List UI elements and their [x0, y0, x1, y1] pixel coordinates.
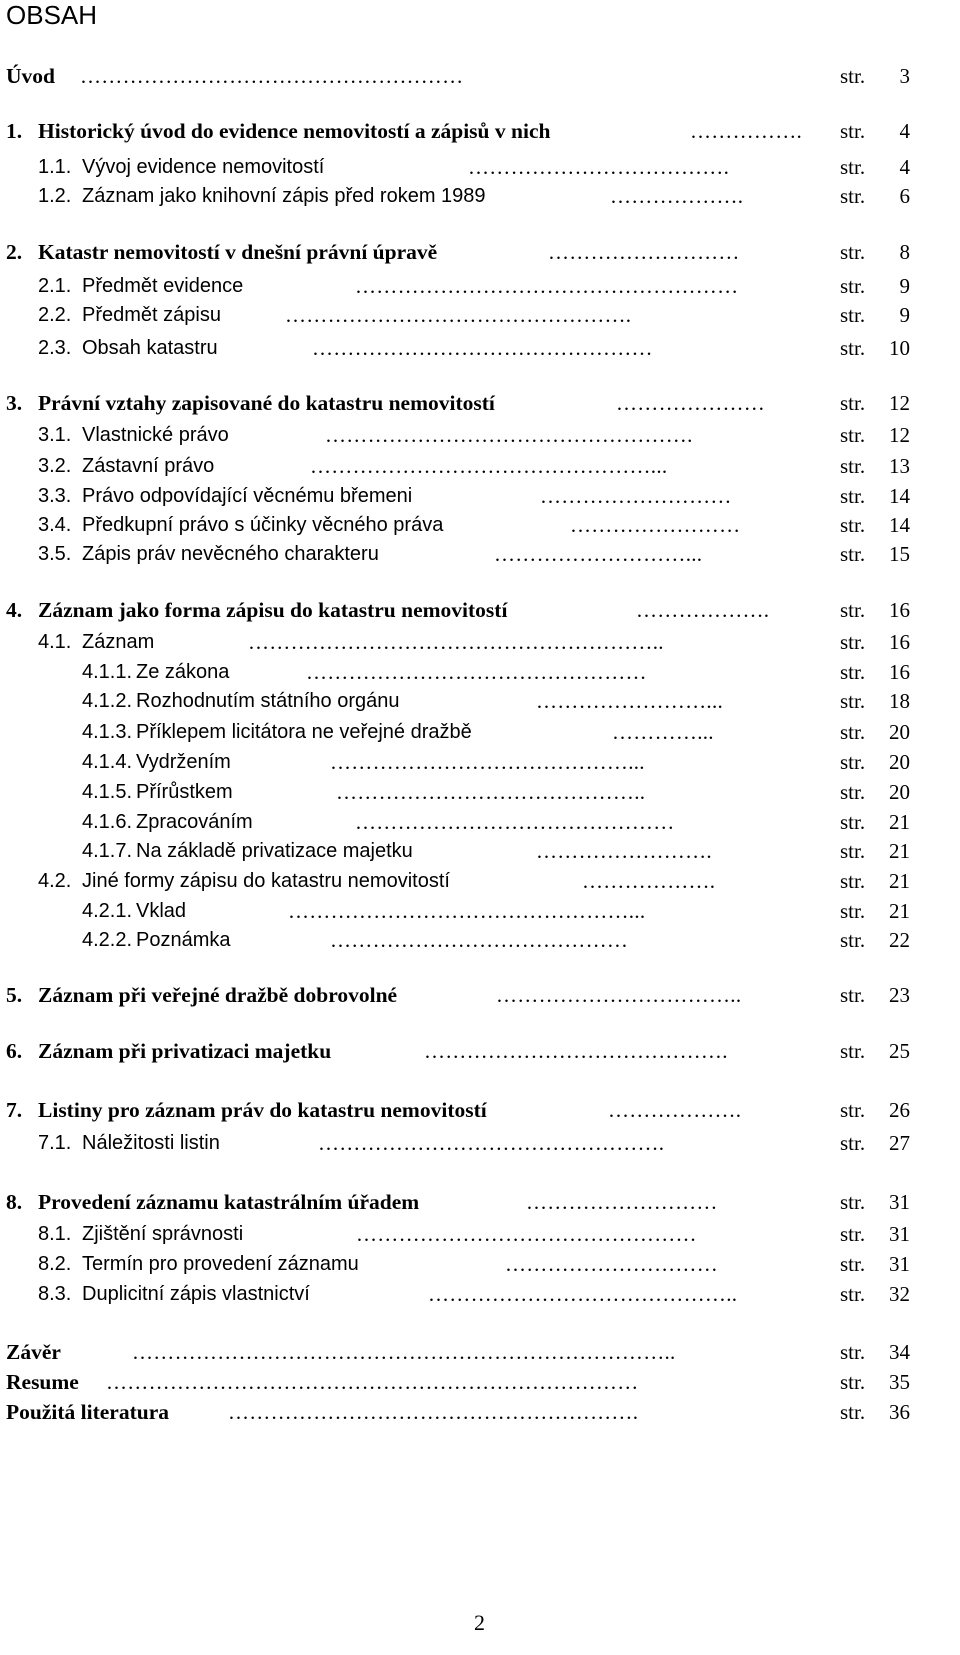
toc-entry: [0, 897, 960, 925]
toc-entry-page-label: str.: [840, 274, 866, 298]
toc-entry-title: Příklepem licitátora ne veřejné dražbě: [136, 721, 472, 743]
toc-entry: [0, 687, 960, 715]
toc-entry-page-number: 6: [899, 184, 910, 208]
toc-entry-title: Poznámka: [136, 929, 231, 951]
toc-entry: [0, 1250, 960, 1278]
toc-entry-title: Použitá literatura: [6, 1400, 169, 1424]
toc-entry-number: 3.5.: [38, 543, 72, 565]
toc-entry: [0, 117, 960, 145]
toc-entry-page-label: str.: [840, 1400, 866, 1424]
toc-entry-leader: …………………………………………...: [288, 899, 646, 923]
toc-entry-number: 1.: [6, 119, 23, 143]
toc-entry-number: 7.: [6, 1098, 23, 1122]
toc-entry-page-label: str.: [840, 810, 866, 834]
toc-entry-page-label: str.: [840, 1252, 866, 1276]
toc-entry-leader: …………………………………………….: [325, 423, 693, 447]
toc-entry-title: Ze zákona: [136, 661, 230, 683]
toc-entry: [0, 748, 960, 776]
toc-entry-page-label: str.: [840, 1190, 866, 1214]
toc-entry-number: 1.2.: [38, 185, 72, 207]
toc-entry-page-label: str.: [840, 983, 866, 1007]
toc-entry-number: 3.2.: [38, 455, 72, 477]
toc-entry-page-number: 34: [889, 1340, 910, 1364]
toc-entry-leader: ……………………………..: [496, 983, 742, 1007]
toc-entry-leader: …………………………………………: [312, 336, 653, 360]
toc-entry-number: 4.1.2.: [82, 690, 133, 712]
toc-entry-leader: ………………………………………………: [80, 64, 464, 88]
toc-entry-leader: ………………………………………….: [285, 303, 632, 327]
toc-entry-number: 3.1.: [38, 424, 72, 446]
toc-entry-title: Zpracováním: [136, 811, 253, 833]
toc-entry: [0, 1368, 960, 1396]
toc-entry-page-number: 21: [889, 810, 910, 834]
toc-entry-title: Zápis práv nevěcného charakteru: [82, 543, 379, 565]
toc-entry-leader: …………………………: [505, 1252, 718, 1276]
toc-entry-page-label: str.: [840, 1282, 866, 1306]
toc-entry-title: Zástavní právo: [82, 455, 215, 477]
toc-entry: [0, 389, 960, 417]
toc-entry-title: Závěr: [6, 1340, 61, 1364]
toc-entry-page-label: str.: [840, 1098, 866, 1122]
toc-entry-title: Termín pro provedení záznamu: [82, 1253, 359, 1275]
toc-entry-title: Vydržením: [136, 751, 231, 773]
toc-entry: [0, 1037, 960, 1065]
toc-entry-page-number: 31: [889, 1252, 910, 1276]
toc-entry-page-number: 12: [889, 391, 910, 415]
toc-entry: [0, 808, 960, 836]
toc-entry-number: 4.1.6.: [82, 811, 133, 833]
toc-entry-leader: ……………………………………...: [330, 750, 645, 774]
toc-entry-page-label: str.: [840, 1131, 866, 1155]
toc-entry: [0, 926, 960, 954]
toc-entry-title: Vývoj evidence nemovitostí: [82, 156, 325, 178]
toc-entry-number: 8.3.: [38, 1283, 72, 1305]
toc-entry-number: 3.: [6, 391, 23, 415]
toc-entry-page-label: str.: [840, 303, 866, 327]
toc-entry-page-label: str.: [840, 513, 866, 537]
toc-entry-page-label: str.: [840, 64, 866, 88]
toc-heading: OBSAH: [6, 0, 98, 30]
toc-entry-title: Provedení záznamu katastrálním úřadem: [38, 1190, 420, 1214]
toc-entry-title: Záznam jako forma zápisu do katastru nemovitostí: [38, 598, 508, 622]
toc-entry-page-label: str.: [840, 630, 866, 654]
toc-entry-page-number: 20: [889, 720, 910, 744]
toc-entry: [0, 596, 960, 624]
toc-entry-title: Předmět evidence: [82, 275, 244, 297]
toc-entry-number: 2.: [6, 240, 23, 264]
toc-entry-page-number: 23: [889, 983, 910, 1007]
toc-entry-page-label: str.: [840, 184, 866, 208]
toc-entry: [0, 628, 960, 656]
toc-entry-number: 4.1.7.: [82, 840, 133, 862]
toc-entry-page-label: str.: [840, 689, 866, 713]
toc-entry-page-number: 26: [889, 1098, 910, 1122]
toc-entry-number: 4.1.5.: [82, 781, 133, 803]
toc-entry-leader: ………………………………………………: [355, 274, 739, 298]
toc-entry: [0, 1220, 960, 1248]
toc-entry: [0, 238, 960, 266]
toc-entry-number: 4.1.1.: [82, 661, 133, 683]
toc-entry-title: Obsah katastru: [82, 337, 218, 359]
toc-entry-number: 8.: [6, 1190, 23, 1214]
toc-entry: [0, 421, 960, 449]
toc-entry-page-label: str.: [840, 1222, 866, 1246]
toc-entry-page-number: 13: [889, 454, 910, 478]
toc-entry-page-label: str.: [840, 1370, 866, 1394]
toc-entry-number: 4.1.4.: [82, 751, 133, 773]
toc-entry-page-number: 36: [889, 1400, 910, 1424]
toc-entry-leader: ………………………...: [494, 542, 703, 566]
toc-entry: [0, 981, 960, 1009]
toc-entry-number: 8.1.: [38, 1223, 72, 1245]
toc-entry-title: Zjištění správnosti: [82, 1223, 244, 1245]
toc-entry-title: Listiny pro záznam práv do katastru nemovitostí: [38, 1098, 487, 1122]
toc-entry-page-number: 32: [889, 1282, 910, 1306]
toc-entry-leader: …………………………………………………..: [248, 630, 664, 654]
toc-entry-title: Přírůstkem: [136, 781, 233, 803]
toc-entry-page-label: str.: [840, 750, 866, 774]
toc-entry-page-label: str.: [840, 869, 866, 893]
toc-entry-page-number: 16: [889, 660, 910, 684]
toc-entry-number: 1.1.: [38, 156, 72, 178]
toc-entry-page-label: str.: [840, 780, 866, 804]
toc-entry-leader: ………………………………………: [355, 810, 675, 834]
toc-entry-number: 2.3.: [38, 337, 72, 359]
toc-entry: [0, 867, 960, 895]
toc-entry-page-label: str.: [840, 391, 866, 415]
toc-entry-leader: ………………………………………….: [318, 1131, 665, 1155]
toc-entry-page-number: 18: [889, 689, 910, 713]
toc-entry: [0, 334, 960, 362]
toc-entry-page-number: 9: [899, 274, 910, 298]
toc-entry-page-label: str.: [840, 155, 866, 179]
toc-entry-title: Právo odpovídající věcnému břemeni: [82, 485, 413, 507]
toc-entry-leader: ……………………………………: [330, 928, 629, 952]
toc-entry-page-label: str.: [840, 1039, 866, 1063]
toc-entry-leader: ……………………...: [536, 689, 724, 713]
toc-entry-title: Vlastnické právo: [82, 424, 229, 446]
toc-entry-leader: ……………….: [582, 869, 716, 893]
toc-entry: [0, 272, 960, 300]
toc-entry-leader: ………………………: [540, 484, 732, 508]
toc-entry-page-label: str.: [840, 928, 866, 952]
toc-entry-title: Právní vztahy zapisované do katastru nemovitostí: [38, 391, 495, 415]
toc-entry: [0, 153, 960, 181]
toc-entry-number: 7.1.: [38, 1132, 72, 1154]
toc-entry: [0, 718, 960, 746]
toc-entry-page-number: 27: [889, 1131, 910, 1155]
toc-entry-page-label: str.: [840, 720, 866, 744]
toc-entry-page-number: 22: [889, 928, 910, 952]
toc-entry-page-label: str.: [840, 240, 866, 264]
toc-entry-title: Na základě privatizace majetku: [136, 840, 413, 862]
toc-entry-number: 4.: [6, 598, 23, 622]
toc-entry-page-label: str.: [840, 423, 866, 447]
toc-entry-leader: ……………….: [608, 1098, 742, 1122]
toc-entry-page-number: 20: [889, 750, 910, 774]
toc-entry-title: Záznam: [82, 631, 155, 653]
toc-entry-leader: …………………………………….: [424, 1039, 728, 1063]
toc-entry-page-number: 16: [889, 598, 910, 622]
page-number: 2: [474, 1610, 485, 1635]
toc-entry-leader: ……………………………………..: [428, 1282, 738, 1306]
toc-entry-page-number: 10: [889, 336, 910, 360]
toc-entry-page-number: 25: [889, 1039, 910, 1063]
toc-entry-page-number: 9: [899, 303, 910, 327]
toc-entry-page-number: 31: [889, 1222, 910, 1246]
toc-entry-page-label: str.: [840, 899, 866, 923]
toc-entry-page-number: 15: [889, 542, 910, 566]
toc-entry-page-label: str.: [840, 542, 866, 566]
toc-entry-title: Záznam jako knihovní zápis před rokem 1989: [82, 185, 486, 207]
toc-entry-leader: …………….: [690, 119, 803, 143]
toc-entry-page-number: 8: [899, 240, 910, 264]
toc-entry-number: 2.2.: [38, 304, 72, 326]
toc-entry-number: 4.2.: [38, 870, 72, 892]
toc-entry-title: Záznam při privatizaci majetku: [38, 1039, 332, 1063]
toc-entry-title: Katastr nemovitostí v dnešní právní úpravě: [38, 240, 438, 264]
toc-entry-leader: ……………………………………..: [336, 780, 646, 804]
toc-entry-page-label: str.: [840, 839, 866, 863]
toc-entry: [0, 452, 960, 480]
toc-entry-page-number: 21: [889, 899, 910, 923]
toc-entry-leader: …………………: [616, 391, 766, 415]
toc-entry-title: Duplicitní zápis vlastnictví: [82, 1283, 310, 1305]
toc-entry: [0, 511, 960, 539]
toc-entry-number: 5.: [6, 983, 23, 1007]
toc-entry-leader: …………...: [612, 720, 714, 744]
toc-entry: [0, 482, 960, 510]
toc-entry-number: 3.3.: [38, 485, 72, 507]
toc-entry-number: 4.2.1.: [82, 900, 133, 922]
toc-entry: [0, 1338, 960, 1366]
toc-entry-leader: ………………………: [526, 1190, 718, 1214]
toc-entry-page-number: 4: [899, 119, 910, 143]
toc-entry-leader: ……………….: [610, 184, 744, 208]
toc-entry-number: 2.1.: [38, 275, 72, 297]
toc-entry-page-label: str.: [840, 1340, 866, 1364]
toc-entry-leader: …………………………………………: [356, 1222, 697, 1246]
toc-entry-title: Vklad: [136, 900, 187, 922]
toc-entry: [0, 62, 960, 90]
toc-entry-page-label: str.: [840, 119, 866, 143]
toc-entry-title: Předkupní právo s účinky věcného práva: [82, 514, 444, 536]
toc-entry-page-number: 20: [889, 780, 910, 804]
toc-entry-number: 4.1.3.: [82, 721, 133, 743]
toc-entry: [0, 1096, 960, 1124]
toc-entry-page-label: str.: [840, 336, 866, 360]
toc-entry: [0, 182, 960, 210]
toc-entry-page-number: 4: [899, 155, 910, 179]
toc-entry-page-number: 21: [889, 839, 910, 863]
toc-entry-leader: ……………………………….: [468, 155, 730, 179]
toc-entry-page-label: str.: [840, 454, 866, 478]
toc-entry-number: 6.: [6, 1039, 23, 1063]
toc-entry-number: 4.1.: [38, 631, 72, 653]
toc-entry-page-label: str.: [840, 660, 866, 684]
toc-entry-page-number: 14: [889, 513, 910, 537]
toc-entry-page-number: 21: [889, 869, 910, 893]
toc-entry-leader: ………………………………………………….: [228, 1400, 639, 1424]
toc-entry: [0, 1280, 960, 1308]
toc-entry: [0, 658, 960, 686]
toc-entry-title: Záznam při veřejné dražbě dobrovolné: [38, 983, 398, 1007]
toc-entry-number: 4.2.2.: [82, 929, 133, 951]
toc-entry-number: 3.4.: [38, 514, 72, 536]
toc-entry-title: Resume: [6, 1370, 79, 1394]
toc-entry-page-number: 12: [889, 423, 910, 447]
toc-entry-leader: …………………………………………………………………..: [132, 1340, 676, 1364]
toc-entry: [0, 301, 960, 329]
toc-entry: [0, 1188, 960, 1216]
toc-entry-leader: …………………………………………………………………: [106, 1370, 639, 1394]
toc-entry-leader: ………………………: [548, 240, 740, 264]
toc-entry-title: Úvod: [6, 64, 55, 88]
toc-entry-page-number: 31: [889, 1190, 910, 1214]
toc-entry-leader: ……………….: [636, 598, 770, 622]
toc-entry-title: Jiné formy zápisu do katastru nemovitostí: [82, 870, 450, 892]
toc-entry-title: Náležitosti listin: [82, 1132, 220, 1154]
toc-entry: [0, 1398, 960, 1426]
toc-entry-page-number: 35: [889, 1370, 910, 1394]
toc-entry: [0, 778, 960, 806]
toc-entry: [0, 837, 960, 865]
toc-entry: [0, 1129, 960, 1157]
toc-entry-page-number: 16: [889, 630, 910, 654]
toc-entry-page-label: str.: [840, 598, 866, 622]
toc-entry: [0, 540, 960, 568]
toc-entry-page-number: 3: [899, 64, 910, 88]
toc-entry-number: 8.2.: [38, 1253, 72, 1275]
toc-entry-leader: …………………………………………...: [310, 454, 668, 478]
toc-entry-leader: …………………………………………: [306, 660, 647, 684]
toc-entry-page-label: str.: [840, 484, 866, 508]
toc-entry-title: Předmět zápisu: [82, 304, 221, 326]
toc-entry-page-number: 14: [889, 484, 910, 508]
toc-entry-title: Historický úvod do evidence nemovitostí a zápisů v nich: [38, 119, 551, 143]
toc-entry-leader: ……………………: [570, 513, 741, 537]
toc-entry-leader: …………………….: [536, 839, 712, 863]
toc-entry-title: Rozhodnutím státního orgánu: [136, 690, 400, 712]
